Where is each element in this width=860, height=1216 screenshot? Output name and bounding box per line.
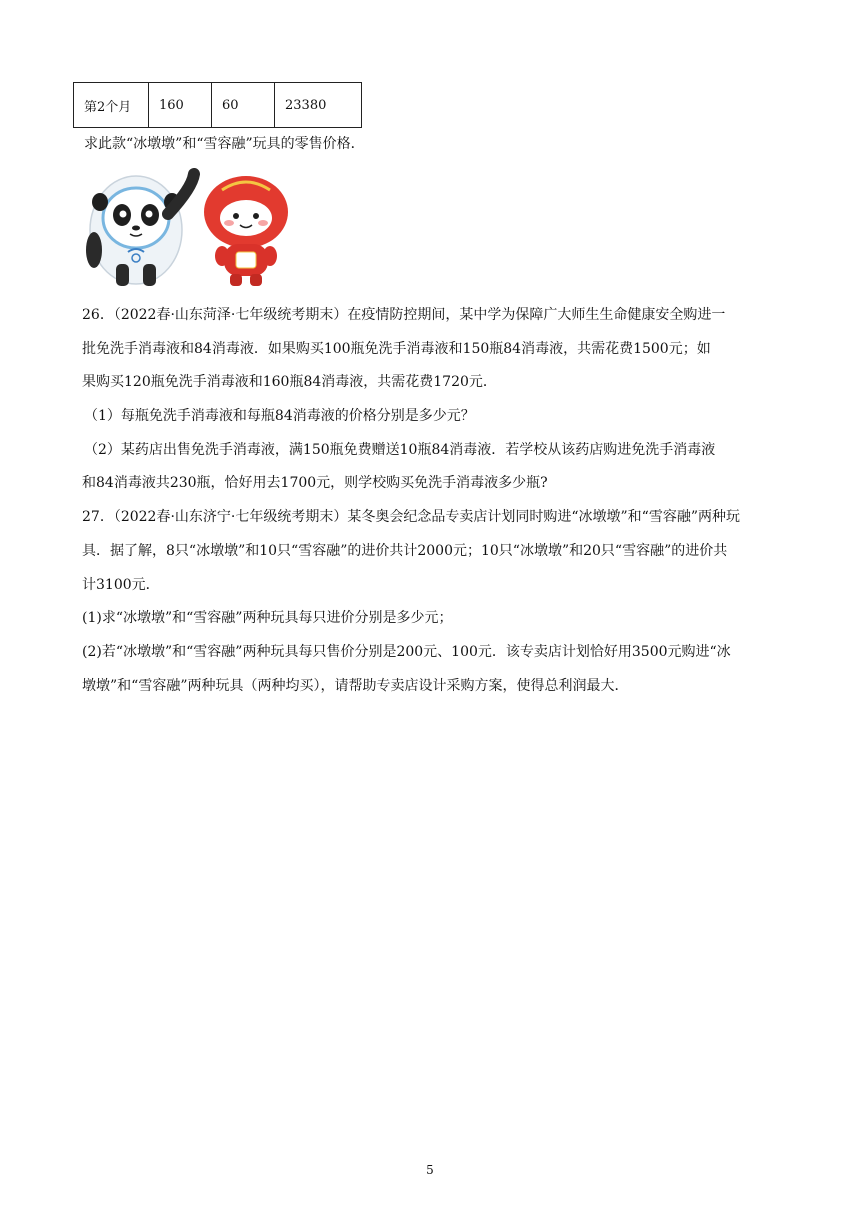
bing-dwen-dwen-figure [86, 174, 194, 286]
q26-line-3: 果购买120瓶免洗手消毒液和160瓶84消毒液，共需花费1720元． [82, 374, 497, 390]
q26-line-1: 26．（2022春·山东菏泽·七年级统考期末）在疫情防控期间，某中学为保障广大师生生命健康安全购进一 [82, 307, 726, 323]
table-cell: 60 [212, 83, 275, 128]
q26-part-1: （1）每瓶免洗手消毒液和每瓶84消毒液的价格分别是多少元？ [84, 408, 475, 424]
table-cell: 160 [149, 83, 212, 128]
q27-line-3: 计3100元． [82, 577, 160, 593]
shuey-rhon-rhon-figure [204, 176, 288, 286]
q27-part-1: (1)求“冰墩墩”和“雪容融”两种玩具每只进价分别是多少元； [82, 610, 453, 626]
q26-part-2-line-2: 和84消毒液共230瓶，恰好用去1700元，则学校购买免洗手消毒液多少瓶? [82, 475, 548, 491]
q27-line-1: 27．（2022春·山东济宁·七年级统考期末）某冬奥会纪念品专卖店计划同时购进“冰墩墩”和“雪容融”两种玩 [82, 509, 740, 525]
data-table [73, 82, 362, 128]
mascot-image [84, 168, 302, 292]
q27-line-2: 具．据了解，8只“冰墩墩”和10只“雪容融”的进价共计2000元；10只“冰墩墩”和20只“雪容融”的进价共 [82, 543, 728, 559]
q27-part-2-line-2: 墩墩”和“雪容融”两种玩具（两种均买），请帮助专卖店设计采购方案，使得总利润最大． [82, 678, 629, 694]
page-number: 5 [426, 1163, 434, 1177]
q26-part-2-line-1: （2）某药店出售免洗手消毒液，满150瓶免费赠送10瓶84消毒液．若学校从该药店购进免洗手消毒液 [84, 442, 716, 458]
q27-part-2-line-1: (2)若“冰墩墩”和“雪容融”两种玩具每只售价分别是200元、100元．该专卖店计划恰好用3500元购进“冰 [82, 644, 731, 660]
table-cell: 23380 [275, 83, 362, 128]
q25-prompt: 求此款“冰墩墩”和“雪容融”玩具的零售价格． [84, 136, 365, 152]
q26-line-2: 批免洗手消毒液和84消毒液．如果购买100瓶免洗手消毒液和150瓶84消毒液，共需花费1500元；如 [82, 341, 711, 357]
table-cell: 第2个月 [74, 83, 149, 128]
table-row [74, 83, 362, 128]
